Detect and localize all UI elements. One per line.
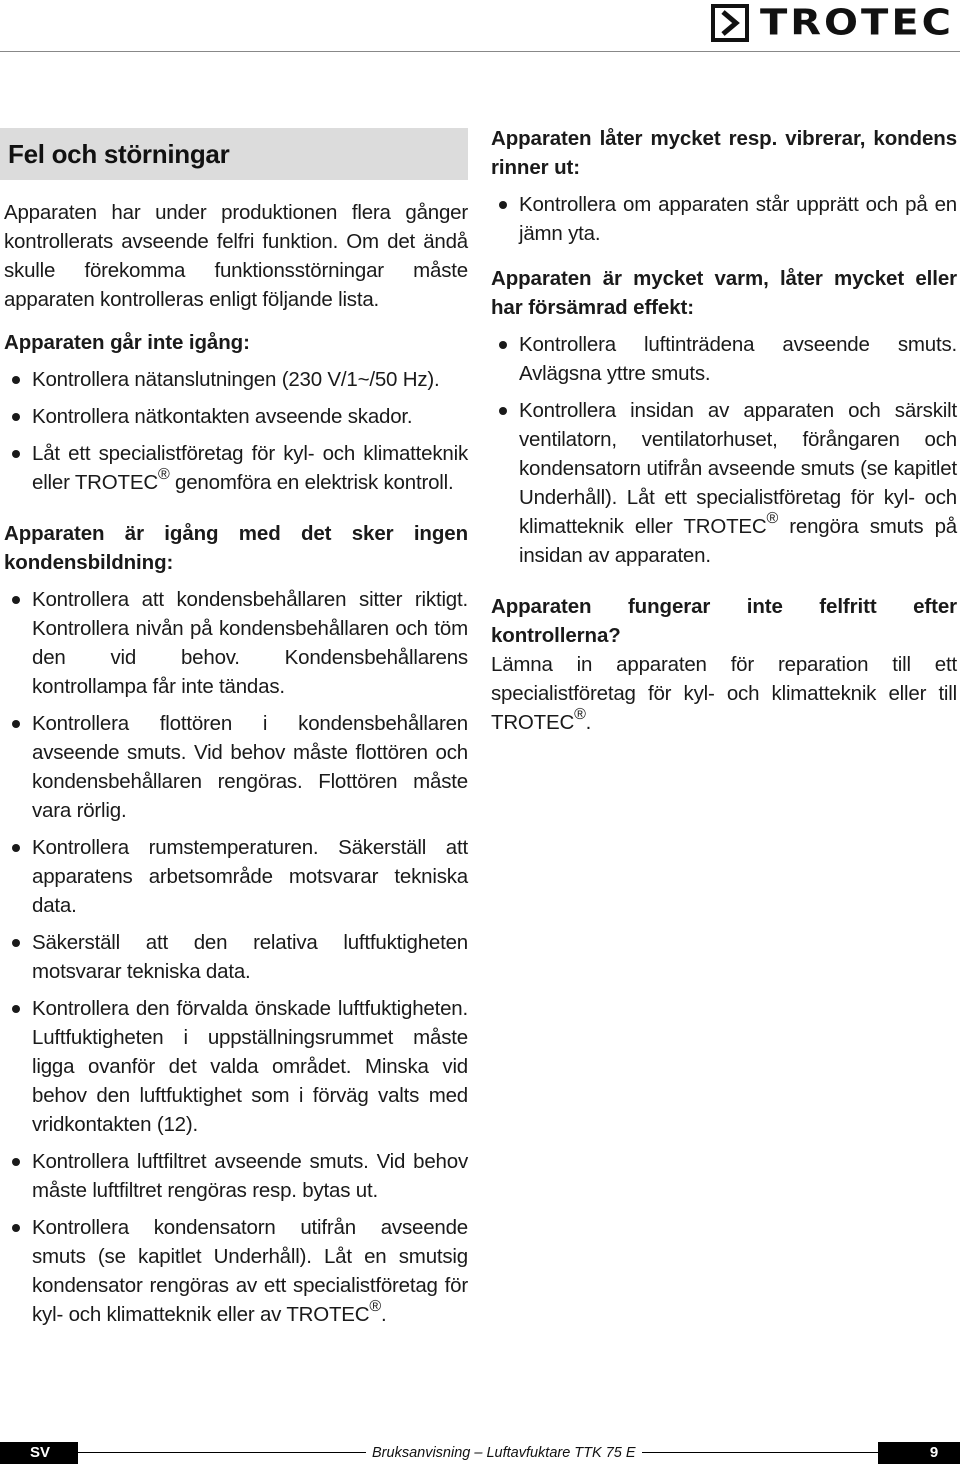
document-title: Bruksanvisning – Luftavfuktare TTK 75 E — [366, 1442, 642, 1464]
section-title: Fel och störningar — [0, 128, 468, 180]
right-column — [491, 124, 957, 737]
not-starting-list — [4, 365, 468, 497]
registered-mark: ® — [766, 510, 779, 528]
list-item: Kontrollera om apparaten står upprätt och på en jämn yta. — [491, 190, 957, 248]
heading-not-starting: Apparaten går inte igång: — [4, 331, 250, 354]
trotec-chevron-icon — [710, 3, 750, 43]
heading-no-condensation: Apparaten är igång med det sker ingen kondensbildning: — [4, 522, 468, 574]
list-item: Kontrollera luftfiltret avseende smuts. Vid behov måste luftfiltret rengöras resp. bytas ut. — [4, 1147, 468, 1205]
list-item: Kontrollera rumstemperaturen. Säkerställ att apparatens arbetsområde motsvarar tekniska data. — [4, 833, 468, 920]
list-item: Kontrollera kondensatorn utifrån avseende smuts (se kapitlet Underhåll). Låt en smutsig kondensator rengöras av ett specialistföretag för kyl- och klimatteknik eller av TROTEC®. — [4, 1213, 468, 1329]
list-item: Låt ett specialistföretag för kyl- och klimatteknik eller TROTEC® genomföra en elektrisk kontroll. — [4, 439, 468, 497]
page-footer — [0, 1442, 960, 1464]
list-item: Kontrollera att kondensbehållaren sitter riktigt. Kontrollera nivån på kondensbehållaren och töm den vid behov. Kondensbehållarens kontrollampa får inte tändas. — [4, 585, 468, 701]
brand-logo — [710, 2, 954, 44]
list-item: Kontrollera den förvalda önskade luftfuktigheten. Luftfuktigheten i uppställningsrummet måste ligga ovanför det valda området. Minska vid behov den luftfuktighet som i förväg valts med vridkontakten (12). — [4, 994, 468, 1139]
heading-still-faulty: Apparaten fungerar inte felfritt efter kontrollerna? — [491, 595, 957, 647]
hot-reduced-effect-list — [491, 330, 957, 570]
page-number: 9 — [878, 1442, 960, 1464]
heading-hot-reduced-effect: Apparaten är mycket varm, låter mycket eller har försämrad effekt: — [491, 267, 957, 319]
intro-paragraph: Apparaten har under produktionen flera gånger kontrollerats avseende felfri funktion. Om det ändå skulle förekomma funktionsstörningar måste apparaten kontrolleras enligt följande lista. — [4, 201, 468, 311]
no-condensation-list — [4, 585, 468, 1329]
list-item: Säkerställ att den relativa luftfuktigheten motsvarar tekniska data. — [4, 928, 468, 986]
noise-vibration-list — [491, 190, 957, 248]
left-column — [4, 128, 468, 1337]
list-item: Kontrollera insidan av apparaten och särskilt ventilatorn, ventilatorhuset, förångaren och kondensatorn utifrån avseende smuts (se kapitlet Underhåll). Låt ett specialistföretag för kyl- och klimatteknik eller TROTEC® rengöra smuts på insidan av apparaten. — [491, 396, 957, 570]
list-item: Kontrollera flottören i kondensbehållaren avseende smuts. Vid behov måste flottören och kondensbehållaren rengöras. Flottören måste vara rörlig. — [4, 709, 468, 825]
list-item: Kontrollera nätkontakten avseende skador. — [4, 402, 468, 431]
still-faulty-paragraph: Lämna in apparaten för reparation till ett specialistföretag för kyl- och klimatteknik eller till TROTEC®. — [491, 653, 957, 734]
logo-text: TROTEC — [759, 2, 954, 44]
registered-mark: ® — [574, 706, 586, 724]
language-badge: SV — [0, 1442, 78, 1464]
list-item: Kontrollera nätanslutningen (230 V/1~/50 Hz). — [4, 365, 468, 394]
list-item: Kontrollera luftinträdena avseende smuts. Avlägsna yttre smuts. — [491, 330, 957, 388]
heading-noise-vibration: Apparaten låter mycket resp. vibrerar, kondens rinner ut: — [491, 127, 957, 179]
header-divider — [0, 51, 960, 52]
registered-mark: ® — [369, 1298, 381, 1316]
registered-mark: ® — [157, 466, 170, 484]
